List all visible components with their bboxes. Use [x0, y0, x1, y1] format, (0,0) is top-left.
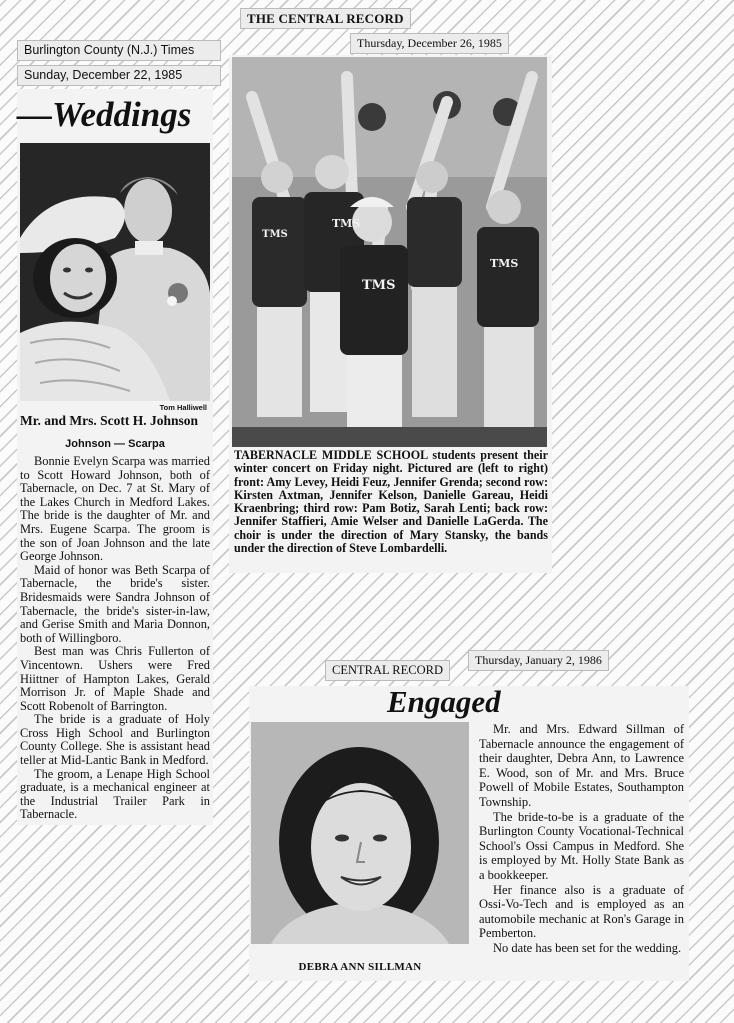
wedding-paragraph: The groom, a Lenape High School graduate, is a mechanical engineer at the Industrial Trailer Park in Tabernacle.: [20, 766, 210, 822]
wedding-photo: [20, 143, 210, 401]
wedding-paragraph: Maid of honor was Beth Scarpa of Tabernacle, the bride's sister. Bridesmaids were Sandra Johnson of Tabernacle, the bride's sister-in-law, and Gerise Smith and Maria Donnon, both of Willingboro.: [20, 562, 210, 645]
engaged-paragraph: The bride-to-be is a graduate of the Burlington County Vocational-Technical School's Ossi Campus in Medford. She is employed by Mt. Holly State Bank as a bookkeeper.: [479, 809, 684, 882]
wedding-paragraph: The bride is a graduate of Holy Cross High School and Burlington County College. She is assistant head teller at Mid-Lantic Bank in Medford.: [20, 712, 210, 768]
engaged-paragraph: No date has been set for the wedding.: [493, 940, 682, 955]
wedding-subhead: Johnson — Scarpa: [65, 438, 165, 450]
shirt-letters: TMS: [332, 217, 361, 230]
concert-paper-name: THE CENTRAL RECORD: [240, 8, 411, 29]
engaged-article: [479, 722, 684, 956]
concert-clipping: [229, 55, 552, 573]
photo-credit: Tom Halliwell: [159, 403, 207, 412]
wedding-date: Sunday, December 22, 1985: [17, 65, 221, 86]
concert-date: Thursday, December 26, 1985: [350, 33, 509, 54]
engaged-photo-caption: DEBRA ANN SILLMAN: [298, 961, 422, 973]
wedding-paragraph: Best man was Chris Fullerton of Vincentown. Ushers were Fred Hiittner of Hampton Lakes, Gerald Morrison Jr. of Maple Shade and Scott Robenolt of Barrington.: [20, 644, 210, 713]
shirt-letters: TMS: [262, 229, 288, 240]
engaged-paragraph: Mr. and Mrs. Edward Sillman of Tabernacle announce the engagement of their daughter, Debra Ann, to Lawrence E. Wood, son of Mr. and Mrs. Bruce Powell of Mobile Estates, Southampton Township.: [479, 722, 684, 809]
wedding-paragraph: Bonnie Evelyn Scarpa was married to Scott Howard Johnson, both of Tabernacle, on Dec. 7 at St. Mary of the Lakes Church in Medford Lakes. The bride is the daughter of Mr. and Mrs. Eugene Scarpa. The groom is the son of Joan Johnson and the late George Johnson.: [20, 454, 210, 564]
wedding-paper-name: Burlington County (N.J.) Times: [17, 40, 221, 61]
engaged-heading: Engaged: [387, 684, 501, 719]
wedding-photo-caption: Mr. and Mrs. Scott H. Johnson: [20, 413, 199, 428]
concert-caption: TABERNACLE MIDDLE SCHOOL students present their winter concert on Friday night. Pictured are (left to right) front: Amy Levey, Heidi Feuz, Jennifer Grenda; second row: Kirsten Axtman, Jennifer Kelson, Danielle Gareau, Heidi Kraenbring; third row: Pam Botiz, Sarah Lenti; back row: Jennifer Staffieri, Amie Welser and Danielle LaGerda. The choir is under the direction of Mary Stansky, the bands under the direction of Steve Lombardelli.: [234, 448, 548, 556]
weddings-heading: —Weddings: [17, 95, 192, 134]
shirt-letters: TMS: [362, 278, 396, 293]
engaged-photo: [251, 722, 469, 944]
engaged-paper-name: CENTRAL RECORD: [325, 660, 450, 681]
concert-photo: [232, 57, 547, 447]
engaged-clipping: [249, 686, 689, 981]
engaged-date: Thursday, January 2, 1986: [468, 650, 609, 671]
engaged-paragraph: Her finance also is a graduate of Ossi-Vo-Tech and is employed as an automobile mechanic at Ron's Garage in Pemberton.: [479, 882, 684, 941]
wedding-article: [20, 455, 210, 822]
wedding-clipping: [17, 89, 213, 825]
shirt-letters: TMS: [490, 257, 519, 270]
